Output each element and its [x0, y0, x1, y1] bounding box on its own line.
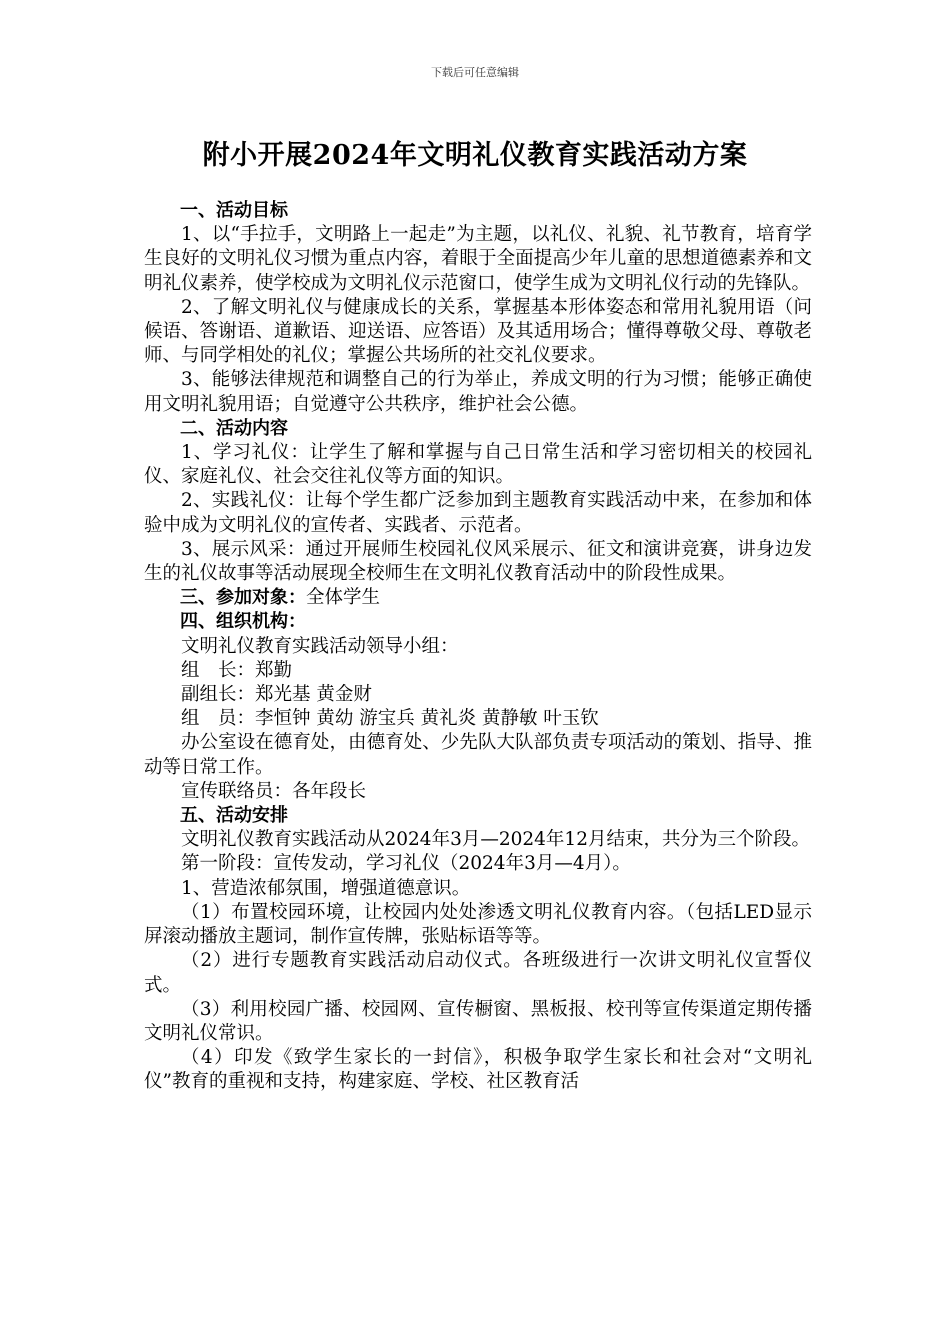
list-item: （1）布置校园环境，让校园内处处渗透文明礼仪教育内容。（包括LED显示屏滚动播放主题词，制作宣传牌，张贴标语等等。 — [144, 901, 812, 948]
stage-one: 第一阶段：宣传发动，学习礼仪（2024年3月—4月）。 — [181, 853, 631, 875]
document-body — [144, 199, 812, 1095]
participants-value: 全体学生 — [306, 587, 381, 609]
section-heading-organization: 四、组织机构： — [180, 611, 306, 633]
heading-label: 三、参加对象： — [180, 587, 306, 609]
list-item: 1、营造浓郁氛围，增强道德意识。 — [181, 877, 471, 899]
org-office: 办公室设在德育处，由德育处、少先队大队部负责专项活动的策划、指导、推动等日常工作。 — [144, 732, 812, 778]
paragraph: 1、学习礼仪：让学生了解和掌握与自己日常生活和学习密切相关的校园礼仪、家庭礼仪、社会交往礼仪等方面的知识。 — [144, 442, 812, 488]
paragraph: 2、实践礼仪：让每个学生都广泛参加到主题教育实践活动中来，在参加和体验中成为文明礼仪的宣传者、实践者、示范者。 — [144, 490, 812, 536]
section-heading-participants — [144, 586, 812, 610]
org-members: 组 员：李恒钟 黄幼 游宝兵 黄礼炎 黄静敏 叶玉钦 — [181, 708, 599, 730]
section-heading-content: 二、活动内容 — [180, 417, 288, 439]
document-title: 附小开展2024年文明礼仪教育实践活动方案 — [202, 140, 748, 171]
paragraph: 1、以“手拉手，文明路上一起走”为主题，以礼仪、礼貌、礼节教育，培育学生良好的文明礼仪习惯为重点内容，着眼于全面提高少年儿童的思想道德素养和文明礼仪素养，使学校成为文明礼仪示范窗口，使学生成为文明礼仪行动的先锋队。 — [144, 224, 812, 294]
org-leader: 组 长：郑勤 — [181, 659, 293, 681]
list-item: （4）印发《致学生家长的一封信》，积极争取学生家长和社会对“文明礼仪”教育的重视和支持，构建家庭、学校、社区教育活 — [144, 1047, 812, 1093]
paragraph: 3、展示风采：通过开展师生校园礼仪风采展示、征文和演讲竞赛，讲身边发生的礼仪故事等活动展现全校师生在文明礼仪教育活动中的阶段性成果。 — [144, 538, 812, 585]
org-deputy: 副组长：郑光基 黄金财 — [181, 684, 372, 706]
paragraph: 文明礼仪教育实践活动从2024年3月—2024年12月结束，共分为三个阶段。 — [181, 829, 810, 851]
header-note: 下载后可任意编辑 — [431, 66, 519, 79]
list-item: （3）利用校园广播、校园网、宣传橱窗、黑板报、校刊等宣传渠道定期传播文明礼仪常识。 — [144, 998, 812, 1044]
org-group-title: 文明礼仪教育实践活动领导小组： — [181, 635, 459, 657]
paragraph: 2、了解文明礼仪与健康成长的关系，掌握基本形体姿态和常用礼貌用语（问候语、答谢语、道歉语、迎送语、应答语）及其适用场合；懂得尊敬父母、尊敬老师、与同学相处的礼仪；掌握公共场所的社交礼仪要求。 — [144, 296, 812, 367]
list-item: （2）进行专题教育实践活动启动仪式。各班级进行一次讲文明礼仪宣誓仪式。 — [144, 950, 812, 996]
section-heading-schedule: 五、活动安排 — [180, 805, 288, 827]
org-liaison: 宣传联络员：各年段长 — [181, 780, 367, 802]
section-heading-goals: 一、活动目标 — [180, 200, 288, 221]
paragraph: 3、能够法律规范和调整自己的行为举止，养成文明的行为习惯；能够正确使用文明礼貌用语；自觉遵守公共秩序，维护社会公德。 — [144, 369, 812, 415]
